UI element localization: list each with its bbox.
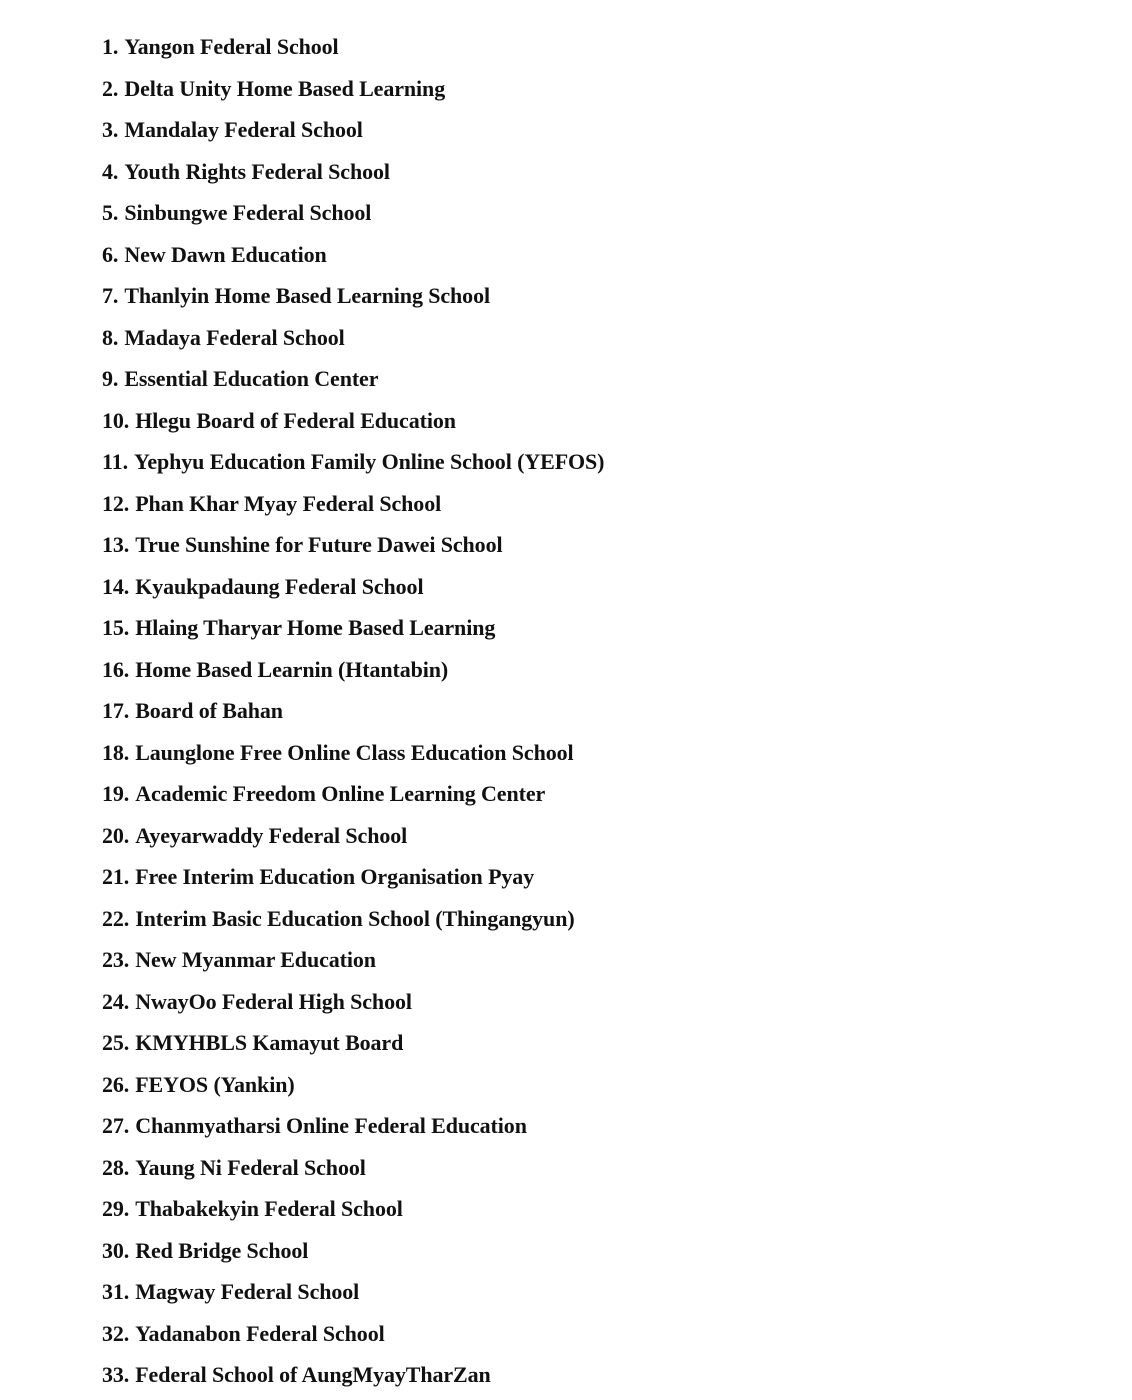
list-item-name: True Sunshine for Future Dawei School xyxy=(135,532,503,557)
list-item xyxy=(102,27,1082,69)
list-item-number: 16. xyxy=(102,656,130,682)
list-item xyxy=(102,235,1082,277)
list-item-name: Yephyu Education Family Online School (YEFOS) xyxy=(134,449,605,474)
list-item-name: Launglone Free Online Class Education School xyxy=(135,739,574,765)
list-item-number: 13. xyxy=(102,532,130,557)
list-item-number: 28. xyxy=(102,1154,130,1180)
list-item xyxy=(102,1231,1082,1273)
list-item-number: 30. xyxy=(102,1237,130,1263)
list-item-name: Essential Education Center xyxy=(124,366,379,391)
list-item-number: 14. xyxy=(102,573,130,599)
list-item xyxy=(102,401,1082,443)
list-item-name: Academic Freedom Online Learning Center xyxy=(135,781,546,806)
list-item-name: Red Bridge School xyxy=(135,1237,309,1263)
list-item xyxy=(102,1148,1082,1190)
list-item-number: 18. xyxy=(102,739,130,765)
list-item xyxy=(102,318,1082,360)
list-item-name: KMYHBLS Kamayut Board xyxy=(135,1030,404,1055)
list-item-number: 2. xyxy=(102,75,119,101)
list-item-number: 9. xyxy=(102,366,119,391)
list-item xyxy=(102,733,1082,775)
list-item-number: 3. xyxy=(102,117,119,142)
list-item-number: 32. xyxy=(102,1320,130,1346)
list-item-name: Magway Federal School xyxy=(135,1279,360,1304)
list-item xyxy=(102,857,1082,899)
list-item xyxy=(102,193,1082,235)
list-item-name: Yangon Federal School xyxy=(124,34,339,59)
list-item-number: 12. xyxy=(102,490,130,516)
list-item-number: 6. xyxy=(102,241,119,267)
list-item-number: 7. xyxy=(102,283,119,308)
list-item xyxy=(102,1023,1082,1065)
list-item-name: New Dawn Education xyxy=(124,241,327,267)
list-item-number: 1. xyxy=(102,34,119,59)
list-item xyxy=(102,816,1082,858)
list-item-number: 23. xyxy=(102,947,130,972)
list-item-number: 33. xyxy=(102,1362,130,1387)
list-item-number: 21. xyxy=(102,864,130,889)
list-item-number: 20. xyxy=(102,822,130,848)
list-item xyxy=(102,899,1082,941)
list-item-number: 22. xyxy=(102,905,130,931)
list-item xyxy=(102,484,1082,526)
list-item-name: Free Interim Education Organisation Pyay xyxy=(135,864,535,889)
list-item-name: Sinbungwe Federal School xyxy=(124,200,372,225)
list-item-name: Yadanabon Federal School xyxy=(135,1320,385,1346)
list-item-number: 4. xyxy=(102,158,119,184)
list-item-name: Thanlyin Home Based Learning School xyxy=(124,283,490,308)
list-item-number: 17. xyxy=(102,698,130,723)
list-item xyxy=(102,1314,1082,1356)
list-item xyxy=(102,1189,1082,1231)
list-item xyxy=(102,1065,1082,1107)
list-item-name: Madaya Federal School xyxy=(124,324,345,350)
list-item xyxy=(102,525,1082,567)
list-item-name: Home Based Learnin (Htantabin) xyxy=(135,656,449,682)
list-item xyxy=(102,691,1082,733)
list-item-name: Phan Khar Myay Federal School xyxy=(135,490,442,516)
list-item-name: NwayOo Federal High School xyxy=(135,988,412,1014)
list-item-number: 31. xyxy=(102,1279,130,1304)
list-item xyxy=(102,69,1082,111)
list-item-number: 5. xyxy=(102,200,119,225)
list-item-name: Hlegu Board of Federal Education xyxy=(135,407,456,433)
list-item xyxy=(102,774,1082,816)
list-item xyxy=(102,359,1082,401)
list-item-name: Kyaukpadaung Federal School xyxy=(135,573,424,599)
list-item-number: 10. xyxy=(102,407,130,433)
list-item-name: Delta Unity Home Based Learning xyxy=(124,75,446,101)
list-item-number: 19. xyxy=(102,781,130,806)
list-item xyxy=(102,110,1082,152)
list-item-name: FEYOS (Yankin) xyxy=(135,1071,295,1097)
list-item xyxy=(102,442,1082,484)
list-item xyxy=(102,1355,1082,1397)
list-item-number: 29. xyxy=(102,1196,130,1221)
list-item-name: Chanmyatharsi Online Federal Education xyxy=(135,1113,527,1138)
list-item-name: Youth Rights Federal School xyxy=(124,158,390,184)
list-item xyxy=(102,567,1082,609)
list-item xyxy=(102,982,1082,1024)
list-item-number: 25. xyxy=(102,1030,130,1055)
list-item-name: Yaung Ni Federal School xyxy=(135,1154,366,1180)
list-item-number: 27. xyxy=(102,1113,130,1138)
list-item-number: 26. xyxy=(102,1071,130,1097)
list-item-number: 15. xyxy=(102,615,130,640)
list-item-number: 8. xyxy=(102,324,119,350)
list-item-name: Ayeyarwaddy Federal School xyxy=(135,822,408,848)
list-item-name: Mandalay Federal School xyxy=(124,117,363,142)
list-item xyxy=(102,1272,1082,1314)
list-item xyxy=(102,940,1082,982)
list-item xyxy=(102,152,1082,194)
list-item-name: Federal School of AungMyayTharZan xyxy=(135,1362,491,1387)
list-item-name: Thabakekyin Federal School xyxy=(135,1196,403,1221)
list-item-number: 24. xyxy=(102,988,130,1014)
list-item xyxy=(102,1106,1082,1148)
list-item xyxy=(102,276,1082,318)
list-item-name: Board of Bahan xyxy=(135,698,283,723)
list-item-number: 11. xyxy=(102,449,128,474)
list-item xyxy=(102,650,1082,692)
list-item xyxy=(102,608,1082,650)
list-item-name: Hlaing Tharyar Home Based Learning xyxy=(135,615,496,640)
school-list xyxy=(102,27,1082,1397)
list-item-name: Interim Basic Education School (Thingangyun) xyxy=(135,905,575,931)
list-item-name: New Myanmar Education xyxy=(135,947,376,972)
